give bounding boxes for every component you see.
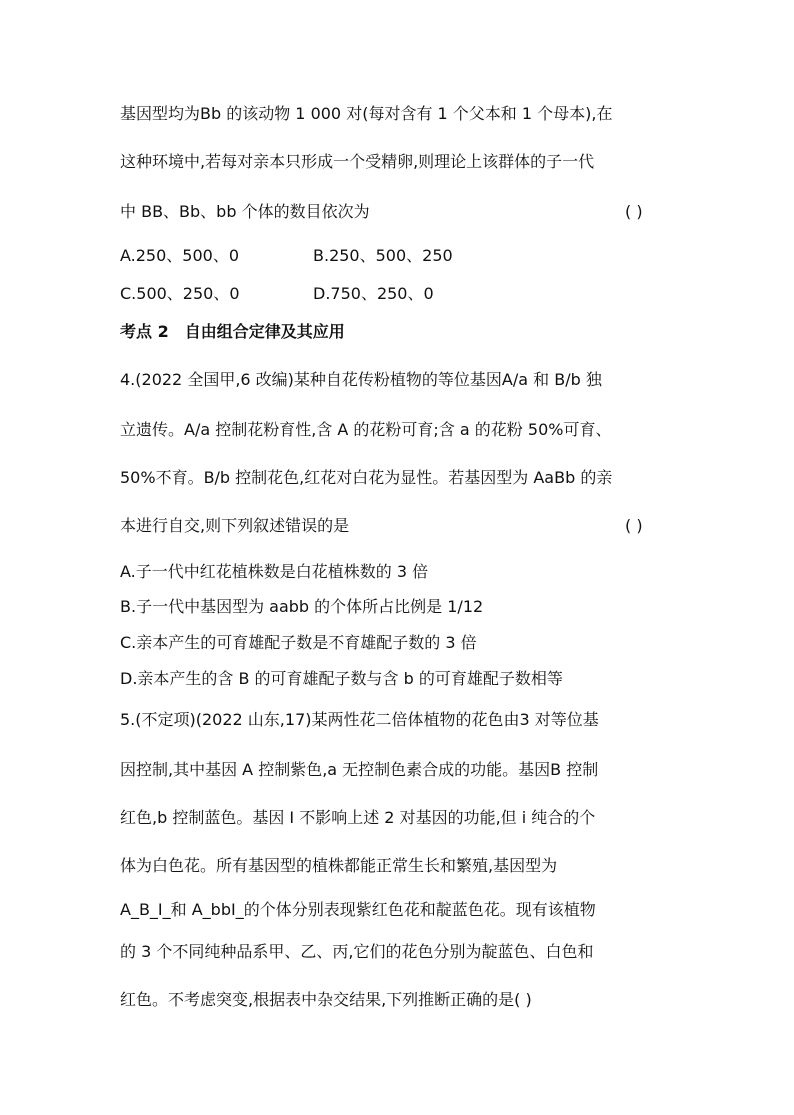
q4-option-a: A.子一代中红花植株数是白花植株数的 3 倍 xyxy=(120,562,429,581)
q3-option-a: A.250、500、0 xyxy=(120,246,240,265)
q5-stem-line-7: 红色。不考虑突变,根据表中杂交结果,下列推断正确的是( ) xyxy=(120,990,532,1009)
q5-stem-line-6: 的 3 个不同纯种品系甲、乙、丙,它们的花色分别为靛蓝色、白色和 xyxy=(120,942,594,961)
q4-stem-line-1: 4.(2022 全国甲,6 改编)某种自花传粉植物的等位基因A/a 和 B/b 独 xyxy=(120,370,602,389)
q3-stem-line-1: 基因型均为Bb 的该动物 1 000 对(每对含有 1 个父本和 1 个母本),在 xyxy=(120,104,613,123)
q4-stem-line-4: 本进行自交,则下列叙述错误的是 xyxy=(120,516,350,535)
q5-stem-line-1: 5.(不定项)(2022 山东,17)某两性花二倍体植物的花色由3 对等位基 xyxy=(120,710,599,729)
q4-option-d: D.亲本产生的含 B 的可育雄配子数与含 b 的可育雄配子数相等 xyxy=(120,669,563,688)
q5-stem-line-5: A_B_I_和 A_bbI_的个体分别表现紫红色花和靛蓝色花。现有该植物 xyxy=(120,900,596,919)
q5-stem-line-4: 体为白色花。所有基因型的植株都能正常生长和繁殖,基因型为 xyxy=(120,856,558,875)
q3-option-c: C.500、250、0 xyxy=(120,284,240,303)
q4-answer-paren: ( ) xyxy=(625,516,643,535)
q4-stem-line-2: 立遗传。A/a 控制花粉育性,含 A 的花粉可育;含 a 的花粉 50%可育、 xyxy=(120,420,612,439)
q3-option-b: B.250、500、250 xyxy=(313,246,453,265)
q3-stem-line-2: 这种环境中,若每对亲本只形成一个受精卵,则理论上该群体的子一代 xyxy=(120,152,595,171)
q5-stem-line-2: 因控制,其中基因 A 控制紫色,a 无控制色素合成的功能。基因B 控制 xyxy=(120,760,599,779)
q3-option-d: D.750、250、0 xyxy=(313,284,434,303)
q4-stem-line-3: 50%不育。B/b 控制花色,红花对白花为显性。若基因型为 AaBb 的亲 xyxy=(120,468,613,487)
q5-stem-line-3: 红色,b 控制蓝色。基因 I 不影响上述 2 对基因的功能,但 i 纯合的个 xyxy=(120,808,596,827)
q3-answer-paren: ( ) xyxy=(625,202,643,221)
q4-option-b: B.子一代中基因型为 aabb 的个体所占比例是 1/12 xyxy=(120,597,484,616)
q4-option-c: C.亲本产生的可育雄配子数是不育雄配子数的 3 倍 xyxy=(120,633,477,652)
q3-stem-line-3: 中 BB、Bb、bb 个体的数目依次为 xyxy=(120,202,370,221)
section-heading: 考点 2 自由组合定律及其应用 xyxy=(120,322,345,341)
